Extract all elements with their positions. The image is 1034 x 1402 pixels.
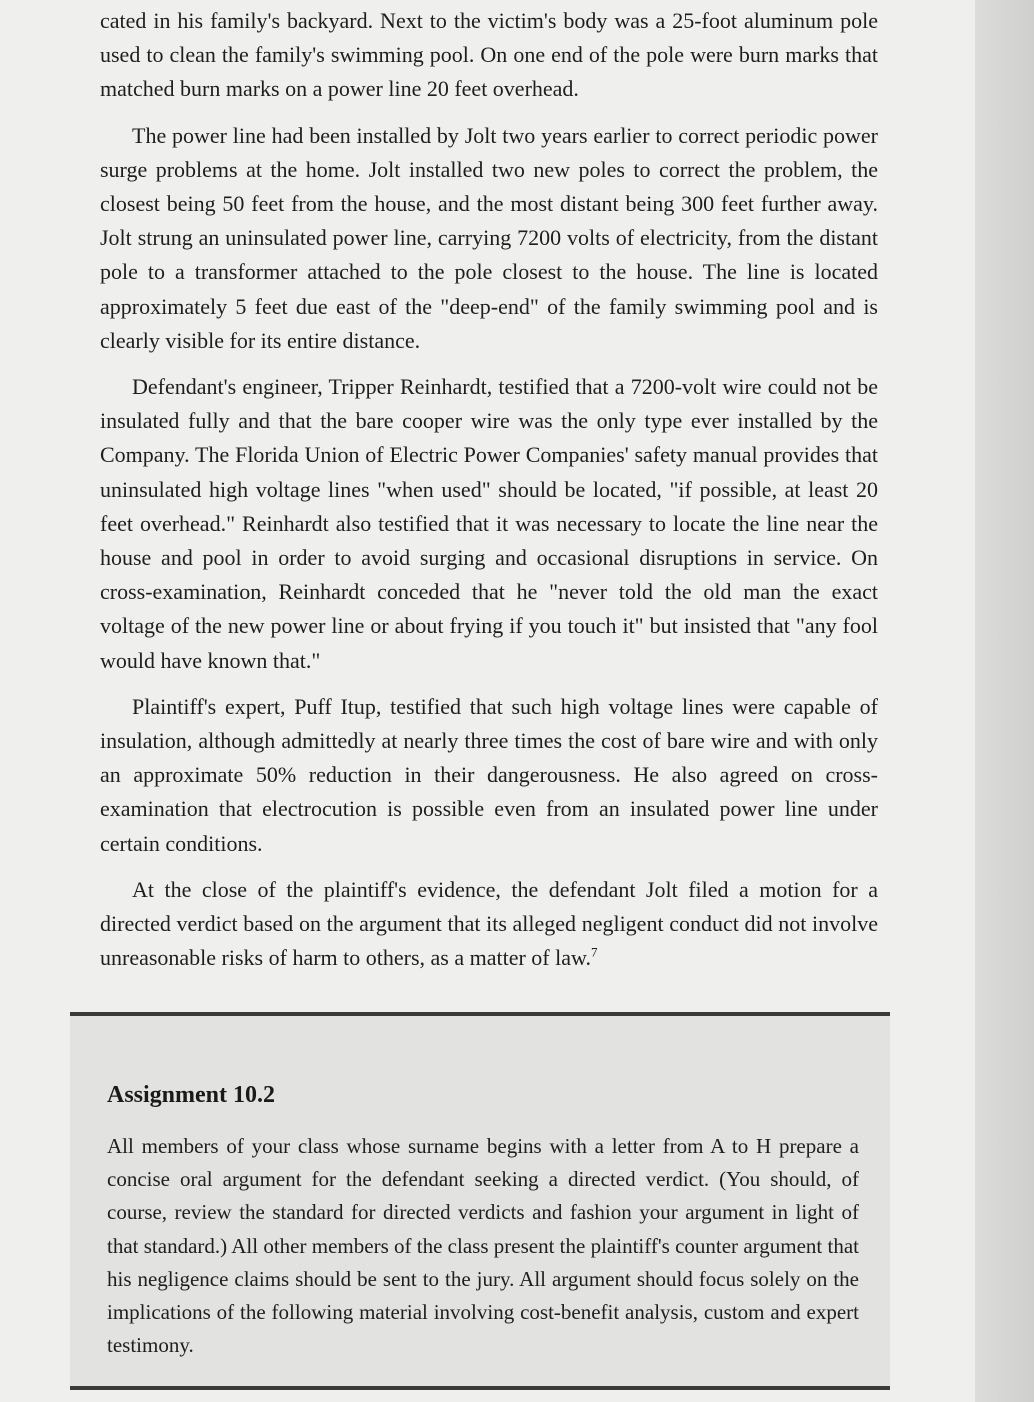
paragraph-plaintiff-expert: Plaintiff's expert, Puff Itup, testified that such high voltage lines were capable of insulation, although admittedly at nearly three times the cost of bare wire and with only an approximate 50% reduction in their dangerousness. He also agreed on cross-examination that electrocution is possible even from an insulated power line under certain conditions.: [100, 693, 878, 856]
assignment-box: [70, 1012, 890, 1390]
assignment-title: Assignment 10.2: [107, 1082, 276, 1108]
assignment-text: All members of your class whose surname begins with a letter from A to H prepare a concise oral argument for the defendant seeking a directed verdict. (You should, of course, review the standard for directed verdicts and fashion your argument in light of that standard.) All other members of the class present the plaintiff's counter argument that his negligence claims should be sent to the jury. All argument should focus solely on the implications of the following material involving cost-benefit analysis, custom and expert testimony.: [107, 1134, 859, 1358]
paragraph-defendant-engineer: Defendant's engineer, Tripper Reinhardt, testified that a 7200-volt wire could not be insulated fully and that the bare cooper wire was the only type ever installed by the Company. The Florida Union of Electric Power Companies' safety manual provides that uninsulated high voltage lines "when used" should be located, "if possible, at least 20 feet overhead." Reinhardt also testified that it was necessary to locate the line near the house and pool in order to avoid surging and occasional disruptions in service. On cross-examination, Reinhardt conceded that he "never told the old man the exact voltage of the new power line or about frying if you touch it" but insisted that "any fool would have known that.": [100, 374, 878, 673]
page-gutter: [975, 0, 1034, 1402]
paragraph-directed-verdict-text: At the close of the plaintiff's evidence, the defendant Jolt filed a motion for a directed verdict based on the argument that its alleged negligent conduct did not involve unreasonable risks of harm to others, as a matter of law.: [100, 876, 878, 971]
paragraph-directed-verdict-motion: [100, 873, 878, 976]
body-text: [100, 4, 878, 987]
paragraph-power-line: The power line had been installed by Jolt two years earlier to correct periodic power surge problems at the home. Jolt installed two new poles to correct the problem, the closest being 50 feet from the house, and the most distant being 300 feet further away. Jolt strung an uninsulated power line, carrying 7200 volts of electricity, from the distant pole to a transformer attached to the pole closest to the house. The line is located approximately 5 feet due east of the "deep-end" of the family swimming pool and is clearly visible for its entire distance.: [100, 122, 878, 353]
footnote-reference: 7: [590, 944, 598, 960]
paragraph-continued: cated in his family's backyard. Next to the victim's body was a 25-foot aluminum pole used to clean the family's swimming pool. On one end of the pole were burn marks that matched burn marks on a power line 20 feet overhead.: [100, 8, 878, 102]
